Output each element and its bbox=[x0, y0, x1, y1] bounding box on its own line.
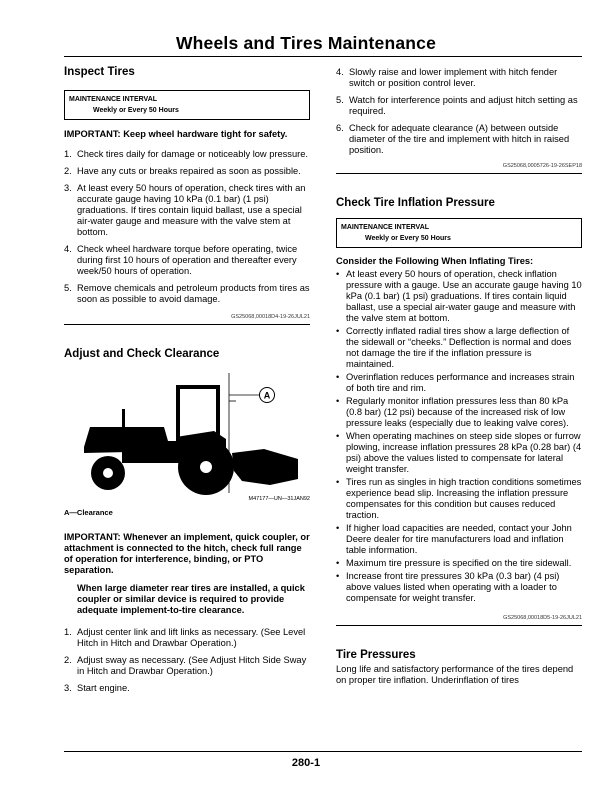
list-item: • Increase front tire pressures 30 kPa (0.3 bar) (4 psi) above values listed when operating with a loader to compensate for weight transfer. bbox=[336, 571, 560, 603]
list-item: • Maximum tire pressure is specified on the tire sidewall. bbox=[336, 558, 572, 568]
tractor-clearance-illustration bbox=[64, 367, 310, 507]
clearance-heading: Adjust and Check Clearance bbox=[64, 348, 220, 360]
interval-label: MAINTENANCE INTERVAL bbox=[69, 96, 158, 103]
list-item: 2. Have any cuts or breaks repaired as soon as possible. bbox=[64, 166, 301, 176]
figure-ref-code: M47177—UN—31JAN92 bbox=[248, 496, 310, 502]
inflation-bullets bbox=[336, 269, 582, 604]
inspect-steps bbox=[64, 149, 310, 305]
inflation-interval-box bbox=[336, 218, 582, 248]
list-item: • Overinflation reduces performance and increases strain of both tire and rim. bbox=[336, 372, 575, 393]
list-item: 3. Start engine. bbox=[64, 683, 130, 693]
list-item: 1. Adjust center link and lift links as necessary. (See Level Hitch in Hitch and Drawbar Operation.) bbox=[64, 627, 306, 648]
list-item: 5. Watch for interference points and adjust hitch setting as required. bbox=[336, 95, 578, 116]
list-item: • If higher load capacities are needed, contact your John Deere dealer for tire manufacturers load and inflation table information. bbox=[336, 523, 572, 555]
interval-frequency: Weekly or Every 50 Hours bbox=[93, 107, 179, 114]
figure-caption: A—Clearance bbox=[64, 508, 113, 517]
tire-pressures-heading: Tire Pressures bbox=[336, 649, 416, 661]
list-item: 5. Remove chemicals and petroleum products from tires as soon as possible to avoid damage. bbox=[64, 283, 310, 304]
left-column bbox=[64, 61, 310, 700]
inspect-ref-code: GS25068,00018D4-19-26JUL21 bbox=[231, 314, 310, 320]
clearance-steps bbox=[64, 627, 310, 694]
list-item: 4. Slowly raise and lower implement with hitch fender switch or position control lever. bbox=[336, 67, 558, 88]
figure-callout-a: A bbox=[263, 390, 271, 401]
interval-frequency: Weekly or Every 50 Hours bbox=[365, 235, 451, 242]
clearance-ref-code: GS25068,0005726-19-26SEP18 bbox=[502, 163, 582, 169]
list-item: 3. At least every 50 hours of operation, check tires with an accurate gauge having 10 kPa (0.1 bar) (1 psi) graduations. If tires contain liquid ballast, use a special air-water gauge and measure with the valve stem at bottom. bbox=[64, 183, 306, 237]
inspect-tires-heading: Inspect Tires bbox=[64, 66, 135, 78]
list-item: • Correctly inflated radial tires show a large deflection of the sidewall or “cheeks.” Deflection is normal and does not damage the tire if the inflation pressure is maintained. bbox=[336, 326, 572, 369]
list-item: • Regularly monitor inflation pressures less than 80 kPa (0.8 bar) (12 psi) because of the increased risk of low pressure leaks (especially due to leaking valve cores). bbox=[336, 396, 569, 428]
tractor-figure bbox=[64, 367, 310, 507]
inspect-important: IMPORTANT: Keep wheel hardware tight for safety. bbox=[64, 129, 288, 139]
list-item: • At least every 50 hours of operation, check inflation pressure with a gauge. Use an accurate gauge having 10 kPa (0.1 bar) (1 psi) graduations. If tires contain liquid ballast, use a special air-water gauge and measure with the valve stem at bottom. bbox=[336, 269, 582, 323]
interval-label: MAINTENANCE INTERVAL bbox=[341, 224, 430, 231]
footer-rule bbox=[64, 751, 582, 752]
inflation-consider: Consider the Following When Inflating Tires: bbox=[336, 256, 534, 266]
list-item: 6. Check for adequate clearance (A) between outside diameter of the tire and implement with hitch in raised position. bbox=[336, 123, 570, 155]
page-number: 280-1 bbox=[291, 757, 321, 769]
clearance-important: IMPORTANT: Whenever an implement, quick coupler, or attachment is connected to the hitch, check full range of operation for interference, binding, or PTO separation. bbox=[64, 532, 310, 575]
list-item: • Tires run as singles in high traction conditions sometimes experience bead slip. Increasing the inflation pressure compensates for this condition but causes reduced traction. bbox=[336, 477, 582, 520]
inflation-ref-code: GS25068,00018D5-19-26JUL21 bbox=[503, 615, 582, 621]
inspect-interval-box bbox=[64, 90, 310, 120]
title-rule bbox=[64, 56, 582, 57]
inflation-heading: Check Tire Inflation Pressure bbox=[336, 197, 495, 209]
list-item: 1. Check tires daily for damage or noticeably low pressure. bbox=[64, 149, 308, 159]
list-item: 4. Check wheel hardware torque before operating, twice during first 10 hours of operation and thereafter every week/50 hours of operation. bbox=[64, 244, 298, 276]
list-item: • When operating machines on steep side slopes or furrow plowing, increase inflation pressures 28 kPa (0.28 bar) (4 psi) above the values listed to compensate for lateral weight transfer. bbox=[336, 431, 582, 474]
clearance-important-note: When large diameter rear tires are installed, a quick coupler or similar device is required to provide adequate implement-to-tire clearance. bbox=[77, 583, 305, 615]
list-item: 2. Adjust sway as necessary. (See Adjust Hitch Side Sway in Hitch and Drawbar Operation.) bbox=[64, 655, 307, 676]
right-column bbox=[336, 61, 582, 686]
page-title: Wheels and Tires Maintenance bbox=[175, 33, 437, 53]
clearance-steps-continued bbox=[336, 67, 582, 156]
tire-pressures-text: Long life and satisfactory performance of the tires depend on proper tire inflation. Underinflation of tires bbox=[336, 664, 574, 685]
